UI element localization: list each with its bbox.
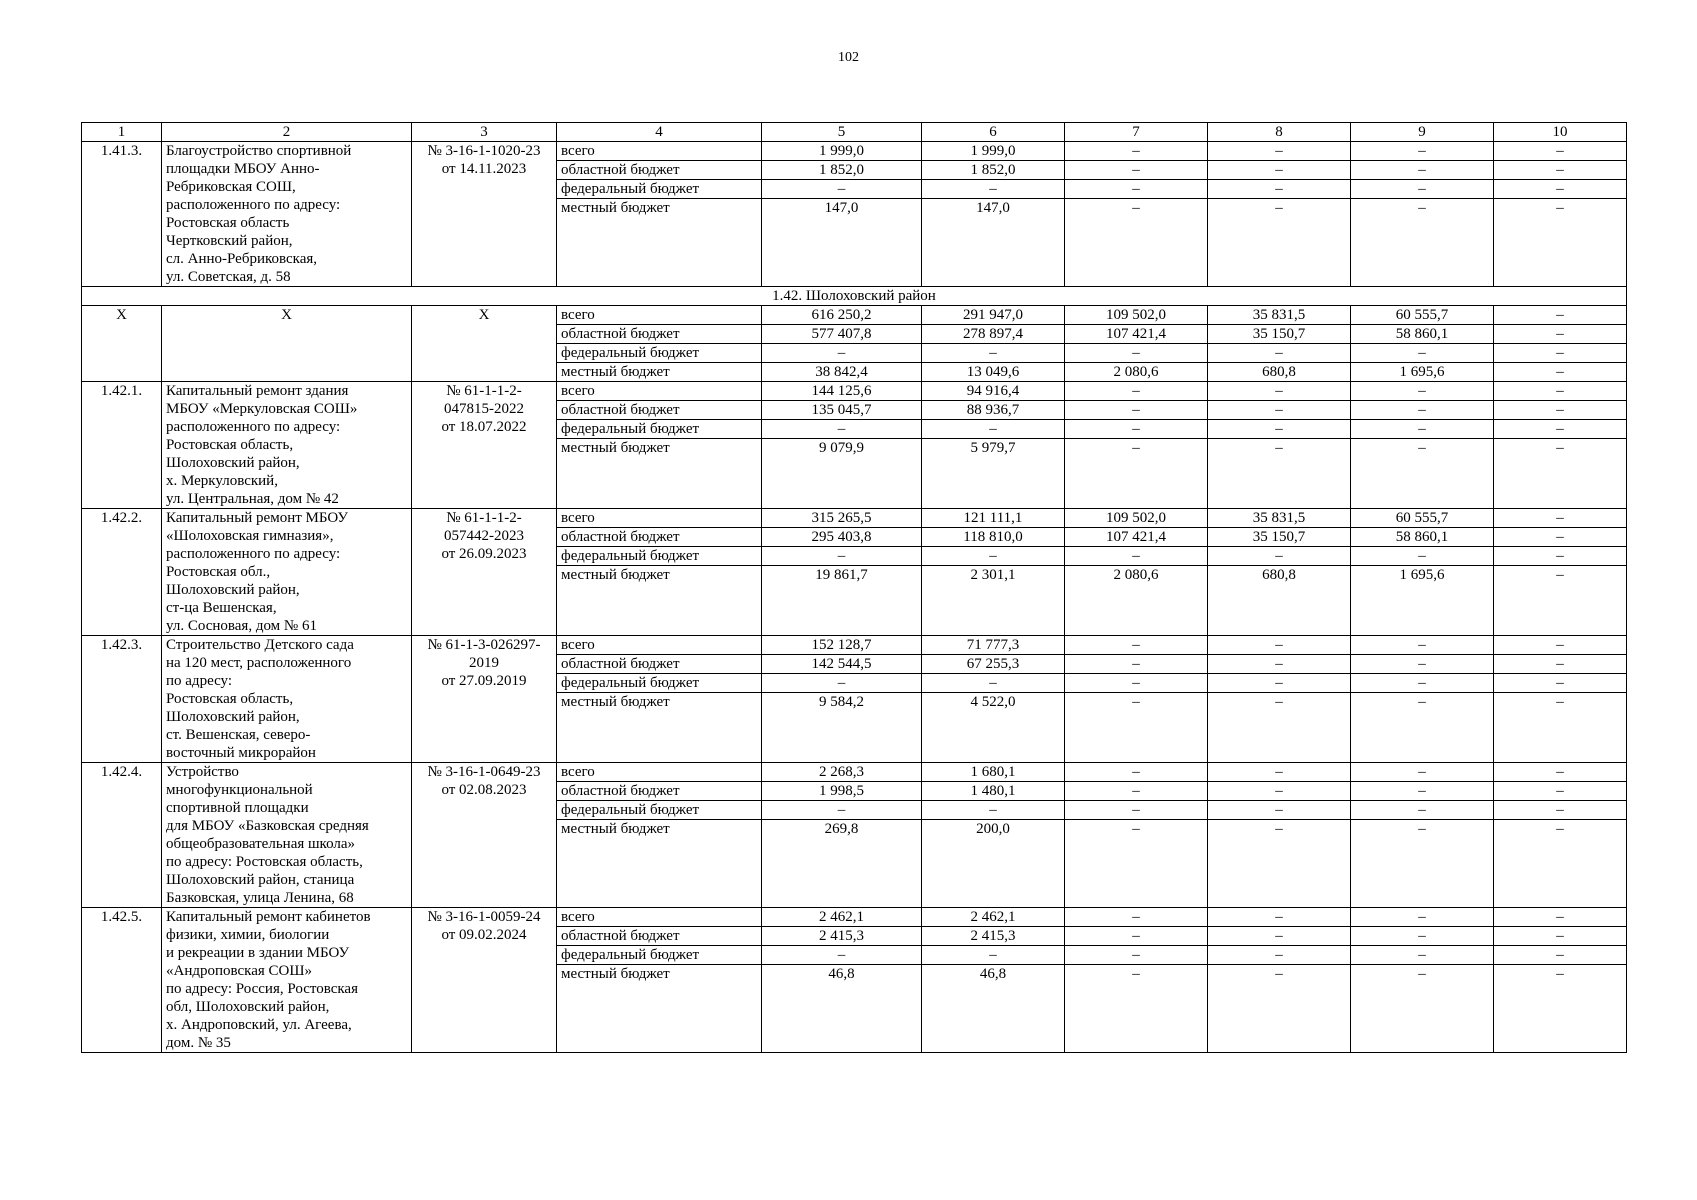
budget-value-col-5: 315 265,5 xyxy=(762,509,922,528)
budget-value-col-6: 278 897,4 xyxy=(922,325,1065,344)
budget-source-label: всего xyxy=(557,763,762,782)
budget-value-col-6: 46,8 xyxy=(922,965,1065,1053)
budget-source-label: местный бюджет xyxy=(557,820,762,908)
budget-value-col-5: 616 250,2 xyxy=(762,306,922,325)
budget-value-col-10: – xyxy=(1494,180,1627,199)
budget-value-col-6: – xyxy=(922,344,1065,363)
budget-value-col-10: – xyxy=(1494,325,1627,344)
object-description: Устройство многофункциональной спортивной площадки для МБОУ «Базковская средняя общеобразовательная школа» по адресу: Ростовская область, Шолоховский район, станица Базковская, улица Ленина, 68 xyxy=(162,763,412,908)
budget-value-col-7: – xyxy=(1065,199,1208,287)
budget-value-col-9: – xyxy=(1351,142,1494,161)
budget-value-col-9: – xyxy=(1351,199,1494,287)
section-row xyxy=(82,287,1627,306)
header-row xyxy=(82,123,1627,142)
budget-value-col-10: – xyxy=(1494,199,1627,287)
table-row xyxy=(82,908,1627,927)
budget-value-col-10: – xyxy=(1494,509,1627,528)
budget-source-label: всего xyxy=(557,908,762,927)
budget-source-label: федеральный бюджет xyxy=(557,946,762,965)
budget-value-col-7: – xyxy=(1065,820,1208,908)
budget-value-col-7: 109 502,0 xyxy=(1065,509,1208,528)
budget-value-col-9: – xyxy=(1351,439,1494,509)
budget-value-col-7: – xyxy=(1065,674,1208,693)
budget-value-col-10: – xyxy=(1494,161,1627,180)
budget-value-col-5: 147,0 xyxy=(762,199,922,287)
budget-value-col-9: – xyxy=(1351,636,1494,655)
budget-value-col-9: – xyxy=(1351,782,1494,801)
budget-value-col-7: – xyxy=(1065,161,1208,180)
budget-value-col-8: 680,8 xyxy=(1208,363,1351,382)
budget-value-col-5: 269,8 xyxy=(762,820,922,908)
budget-value-col-9: – xyxy=(1351,693,1494,763)
budget-value-col-6: 71 777,3 xyxy=(922,636,1065,655)
budget-source-label: федеральный бюджет xyxy=(557,180,762,199)
budget-source-label: всего xyxy=(557,509,762,528)
table-row xyxy=(82,763,1627,782)
budget-value-col-7: – xyxy=(1065,801,1208,820)
budget-value-col-8: 35 831,5 xyxy=(1208,509,1351,528)
object-description: Капитальный ремонт кабинетов физики, химии, биологии и рекреации в здании МБОУ «Андроповская СОШ» по адресу: Россия, Ростовская обл, Шолоховский район, х. Андроповский, ул. Агеева, дом. № 35 xyxy=(162,908,412,1053)
budget-value-col-5: 152 128,7 xyxy=(762,636,922,655)
budget-source-label: федеральный бюджет xyxy=(557,801,762,820)
budget-source-label: всего xyxy=(557,382,762,401)
row-number: Х xyxy=(82,306,162,382)
budget-source-label: областной бюджет xyxy=(557,782,762,801)
budget-source-label: федеральный бюджет xyxy=(557,674,762,693)
budget-value-col-8: – xyxy=(1208,782,1351,801)
budget-value-col-5: 19 861,7 xyxy=(762,566,922,636)
budget-value-col-7: – xyxy=(1065,927,1208,946)
budget-value-col-5: 1 998,5 xyxy=(762,782,922,801)
budget-value-col-6: 1 999,0 xyxy=(922,142,1065,161)
budget-value-col-8: 35 150,7 xyxy=(1208,528,1351,547)
budget-value-col-6: – xyxy=(922,547,1065,566)
budget-value-col-7: – xyxy=(1065,180,1208,199)
column-header-4: 4 xyxy=(557,123,762,142)
budget-value-col-9: – xyxy=(1351,801,1494,820)
budget-value-col-9: – xyxy=(1351,655,1494,674)
budget-value-col-5: – xyxy=(762,801,922,820)
budget-value-col-9: – xyxy=(1351,674,1494,693)
budget-value-col-5: 142 544,5 xyxy=(762,655,922,674)
budget-value-col-10: – xyxy=(1494,382,1627,401)
budget-value-col-9: – xyxy=(1351,382,1494,401)
budget-value-col-6: 291 947,0 xyxy=(922,306,1065,325)
budget-value-col-6: 118 810,0 xyxy=(922,528,1065,547)
budget-value-col-5: 9 079,9 xyxy=(762,439,922,509)
row-number: 1.42.2. xyxy=(82,509,162,636)
budget-value-col-6: – xyxy=(922,946,1065,965)
budget-value-col-8: – xyxy=(1208,401,1351,420)
budget-value-col-7: 107 421,4 xyxy=(1065,325,1208,344)
budget-value-col-7: – xyxy=(1065,782,1208,801)
budget-value-col-10: – xyxy=(1494,782,1627,801)
budget-value-col-8: – xyxy=(1208,382,1351,401)
budget-value-col-7: – xyxy=(1065,965,1208,1053)
column-header-9: 9 xyxy=(1351,123,1494,142)
budget-value-col-8: – xyxy=(1208,693,1351,763)
budget-value-col-10: – xyxy=(1494,820,1627,908)
table-row xyxy=(82,142,1627,161)
budget-value-col-9: 60 555,7 xyxy=(1351,509,1494,528)
budget-value-col-5: – xyxy=(762,547,922,566)
object-description: Х xyxy=(162,306,412,382)
budget-value-col-10: – xyxy=(1494,547,1627,566)
budget-value-col-9: 1 695,6 xyxy=(1351,363,1494,382)
budget-value-col-5: 2 268,3 xyxy=(762,763,922,782)
document-number: № 3-16-1-1020-23 от 14.11.2023 xyxy=(412,142,557,287)
column-header-8: 8 xyxy=(1208,123,1351,142)
budget-value-col-9: – xyxy=(1351,965,1494,1053)
budget-value-col-6: 5 979,7 xyxy=(922,439,1065,509)
budget-value-col-8: 680,8 xyxy=(1208,566,1351,636)
budget-value-col-7: – xyxy=(1065,142,1208,161)
budget-value-col-9: – xyxy=(1351,420,1494,439)
budget-value-col-10: – xyxy=(1494,420,1627,439)
budget-value-col-8: – xyxy=(1208,946,1351,965)
budget-value-col-10: – xyxy=(1494,363,1627,382)
budget-value-col-8: – xyxy=(1208,199,1351,287)
budget-source-label: местный бюджет xyxy=(557,363,762,382)
column-header-1: 1 xyxy=(82,123,162,142)
row-number: 1.41.3. xyxy=(82,142,162,287)
budget-value-col-7: – xyxy=(1065,693,1208,763)
row-number: 1.42.4. xyxy=(82,763,162,908)
budget-value-col-6: 67 255,3 xyxy=(922,655,1065,674)
budget-value-col-8: – xyxy=(1208,547,1351,566)
budget-value-col-5: 2 415,3 xyxy=(762,927,922,946)
budget-value-col-6: – xyxy=(922,801,1065,820)
budget-source-label: областной бюджет xyxy=(557,528,762,547)
budget-table xyxy=(81,122,1627,1053)
budget-value-col-8: – xyxy=(1208,655,1351,674)
budget-value-col-6: 88 936,7 xyxy=(922,401,1065,420)
budget-value-col-9: 1 695,6 xyxy=(1351,566,1494,636)
document-number: № 3-16-1-0059-24 от 09.02.2024 xyxy=(412,908,557,1053)
budget-source-label: местный бюджет xyxy=(557,199,762,287)
budget-source-label: федеральный бюджет xyxy=(557,420,762,439)
document-number: № 61-1-3-026297- 2019 от 27.09.2019 xyxy=(412,636,557,763)
budget-value-col-7: – xyxy=(1065,439,1208,509)
table-row xyxy=(82,509,1627,528)
row-number: 1.42.5. xyxy=(82,908,162,1053)
budget-value-col-6: 4 522,0 xyxy=(922,693,1065,763)
budget-value-col-6: – xyxy=(922,180,1065,199)
budget-source-label: местный бюджет xyxy=(557,693,762,763)
budget-value-col-10: – xyxy=(1494,528,1627,547)
budget-value-col-9: – xyxy=(1351,401,1494,420)
budget-source-label: федеральный бюджет xyxy=(557,344,762,363)
budget-value-col-8: 35 831,5 xyxy=(1208,306,1351,325)
budget-value-col-7: – xyxy=(1065,763,1208,782)
budget-value-col-5: 2 462,1 xyxy=(762,908,922,927)
budget-value-col-8: – xyxy=(1208,636,1351,655)
budget-value-col-9: – xyxy=(1351,161,1494,180)
table-row xyxy=(82,636,1627,655)
document-number: № 61-1-1-2- 057442-2023 от 26.09.2023 xyxy=(412,509,557,636)
budget-value-col-10: – xyxy=(1494,306,1627,325)
budget-value-col-5: 1 999,0 xyxy=(762,142,922,161)
budget-value-col-10: – xyxy=(1494,439,1627,509)
budget-source-label: областной бюджет xyxy=(557,161,762,180)
budget-value-col-6: 1 480,1 xyxy=(922,782,1065,801)
budget-value-col-9: – xyxy=(1351,547,1494,566)
budget-source-label: местный бюджет xyxy=(557,566,762,636)
budget-value-col-10: – xyxy=(1494,401,1627,420)
budget-value-col-6: 94 916,4 xyxy=(922,382,1065,401)
budget-value-col-10: – xyxy=(1494,965,1627,1053)
column-header-7: 7 xyxy=(1065,123,1208,142)
budget-value-col-5: 135 045,7 xyxy=(762,401,922,420)
budget-value-col-6: 2 462,1 xyxy=(922,908,1065,927)
budget-value-col-7: – xyxy=(1065,636,1208,655)
budget-value-col-7: – xyxy=(1065,908,1208,927)
table-row xyxy=(82,306,1627,325)
budget-value-col-10: – xyxy=(1494,693,1627,763)
budget-value-col-8: – xyxy=(1208,142,1351,161)
document-number: № 61-1-1-2- 047815-2022 от 18.07.2022 xyxy=(412,382,557,509)
budget-value-col-7: – xyxy=(1065,946,1208,965)
page-number: 102 xyxy=(838,50,859,65)
budget-value-col-5: – xyxy=(762,180,922,199)
budget-source-label: всего xyxy=(557,306,762,325)
section-title: 1.42. Шолоховский район xyxy=(82,287,1627,306)
budget-value-col-6: – xyxy=(922,420,1065,439)
budget-value-col-7: – xyxy=(1065,382,1208,401)
row-number: 1.42.1. xyxy=(82,382,162,509)
budget-value-col-9: – xyxy=(1351,908,1494,927)
row-number: 1.42.3. xyxy=(82,636,162,763)
budget-value-col-10: – xyxy=(1494,801,1627,820)
object-description: Благоустройство спортивной площадки МБОУ Анно- Ребриковская СОШ, расположенного по адресу: Ростовская область Чертковский район, сл. Анно-Ребриковская, ул. Советская, д. 58 xyxy=(162,142,412,287)
budget-value-col-7: – xyxy=(1065,547,1208,566)
budget-value-col-8: – xyxy=(1208,180,1351,199)
budget-source-label: областной бюджет xyxy=(557,927,762,946)
budget-value-col-10: – xyxy=(1494,566,1627,636)
budget-value-col-9: – xyxy=(1351,820,1494,908)
budget-value-col-6: 1 680,1 xyxy=(922,763,1065,782)
budget-value-col-6: 2 301,1 xyxy=(922,566,1065,636)
budget-source-label: областной бюджет xyxy=(557,325,762,344)
document-number: Х xyxy=(412,306,557,382)
document-number: № 3-16-1-0649-23 от 02.08.2023 xyxy=(412,763,557,908)
budget-value-col-6: – xyxy=(922,674,1065,693)
budget-value-col-5: 1 852,0 xyxy=(762,161,922,180)
budget-source-label: областной бюджет xyxy=(557,401,762,420)
table-row xyxy=(82,382,1627,401)
budget-value-col-9: – xyxy=(1351,763,1494,782)
budget-value-col-10: – xyxy=(1494,946,1627,965)
budget-value-col-10: – xyxy=(1494,674,1627,693)
budget-source-label: местный бюджет xyxy=(557,965,762,1053)
budget-value-col-6: 121 111,1 xyxy=(922,509,1065,528)
budget-value-col-9: 60 555,7 xyxy=(1351,306,1494,325)
budget-value-col-5: 46,8 xyxy=(762,965,922,1053)
budget-value-col-6: 2 415,3 xyxy=(922,927,1065,946)
budget-value-col-6: 1 852,0 xyxy=(922,161,1065,180)
budget-source-label: федеральный бюджет xyxy=(557,547,762,566)
budget-value-col-5: – xyxy=(762,946,922,965)
budget-value-col-8: – xyxy=(1208,439,1351,509)
budget-value-col-9: – xyxy=(1351,946,1494,965)
column-header-3: 3 xyxy=(412,123,557,142)
budget-value-col-7: 2 080,6 xyxy=(1065,566,1208,636)
budget-value-col-5: 38 842,4 xyxy=(762,363,922,382)
budget-value-col-7: 109 502,0 xyxy=(1065,306,1208,325)
budget-value-col-5: – xyxy=(762,674,922,693)
budget-value-col-10: – xyxy=(1494,655,1627,674)
budget-value-col-5: 9 584,2 xyxy=(762,693,922,763)
column-header-6: 6 xyxy=(922,123,1065,142)
budget-value-col-8: – xyxy=(1208,344,1351,363)
budget-value-col-10: – xyxy=(1494,636,1627,655)
budget-value-col-7: – xyxy=(1065,344,1208,363)
budget-value-col-5: – xyxy=(762,420,922,439)
budget-value-col-9: 58 860,1 xyxy=(1351,528,1494,547)
column-header-5: 5 xyxy=(762,123,922,142)
budget-value-col-8: – xyxy=(1208,820,1351,908)
budget-source-label: областной бюджет xyxy=(557,655,762,674)
budget-value-col-6: 13 049,6 xyxy=(922,363,1065,382)
budget-value-col-8: – xyxy=(1208,908,1351,927)
budget-value-col-7: 2 080,6 xyxy=(1065,363,1208,382)
budget-value-col-8: 35 150,7 xyxy=(1208,325,1351,344)
budget-value-col-7: – xyxy=(1065,401,1208,420)
object-description: Строительство Детского сада на 120 мест, расположенного по адресу: Ростовская область, Шолоховский район, ст. Вешенская, северо- восточный микрорайон xyxy=(162,636,412,763)
object-description: Капитальный ремонт МБОУ «Шолоховская гимназия», расположенного по адресу: Ростовская обл., Шолоховский район, ст-ца Вешенская, ул. Сосновая, дом № 61 xyxy=(162,509,412,636)
budget-value-col-5: 144 125,6 xyxy=(762,382,922,401)
budget-value-col-7: – xyxy=(1065,655,1208,674)
budget-value-col-8: – xyxy=(1208,161,1351,180)
budget-value-col-10: – xyxy=(1494,908,1627,927)
budget-value-col-10: – xyxy=(1494,344,1627,363)
budget-source-label: всего xyxy=(557,636,762,655)
budget-value-col-5: – xyxy=(762,344,922,363)
budget-value-col-5: 577 407,8 xyxy=(762,325,922,344)
budget-value-col-9: – xyxy=(1351,344,1494,363)
budget-value-col-5: 295 403,8 xyxy=(762,528,922,547)
column-header-2: 2 xyxy=(162,123,412,142)
budget-value-col-8: – xyxy=(1208,674,1351,693)
budget-value-col-7: 107 421,4 xyxy=(1065,528,1208,547)
object-description: Капитальный ремонт здания МБОУ «Меркуловская СОШ» расположенного по адресу: Ростовская область, Шолоховский район, х. Меркуловский, ул. Центральная, дом № 42 xyxy=(162,382,412,509)
budget-value-col-10: – xyxy=(1494,927,1627,946)
budget-value-col-6: 147,0 xyxy=(922,199,1065,287)
budget-source-label: местный бюджет xyxy=(557,439,762,509)
budget-value-col-10: – xyxy=(1494,763,1627,782)
budget-value-col-8: – xyxy=(1208,420,1351,439)
budget-source-label: всего xyxy=(557,142,762,161)
budget-value-col-7: – xyxy=(1065,420,1208,439)
budget-value-col-8: – xyxy=(1208,965,1351,1053)
budget-value-col-8: – xyxy=(1208,763,1351,782)
budget-value-col-10: – xyxy=(1494,142,1627,161)
budget-value-col-9: – xyxy=(1351,180,1494,199)
column-header-10: 10 xyxy=(1494,123,1627,142)
budget-value-col-8: – xyxy=(1208,801,1351,820)
budget-value-col-8: – xyxy=(1208,927,1351,946)
budget-value-col-9: 58 860,1 xyxy=(1351,325,1494,344)
budget-value-col-9: – xyxy=(1351,927,1494,946)
budget-value-col-6: 200,0 xyxy=(922,820,1065,908)
